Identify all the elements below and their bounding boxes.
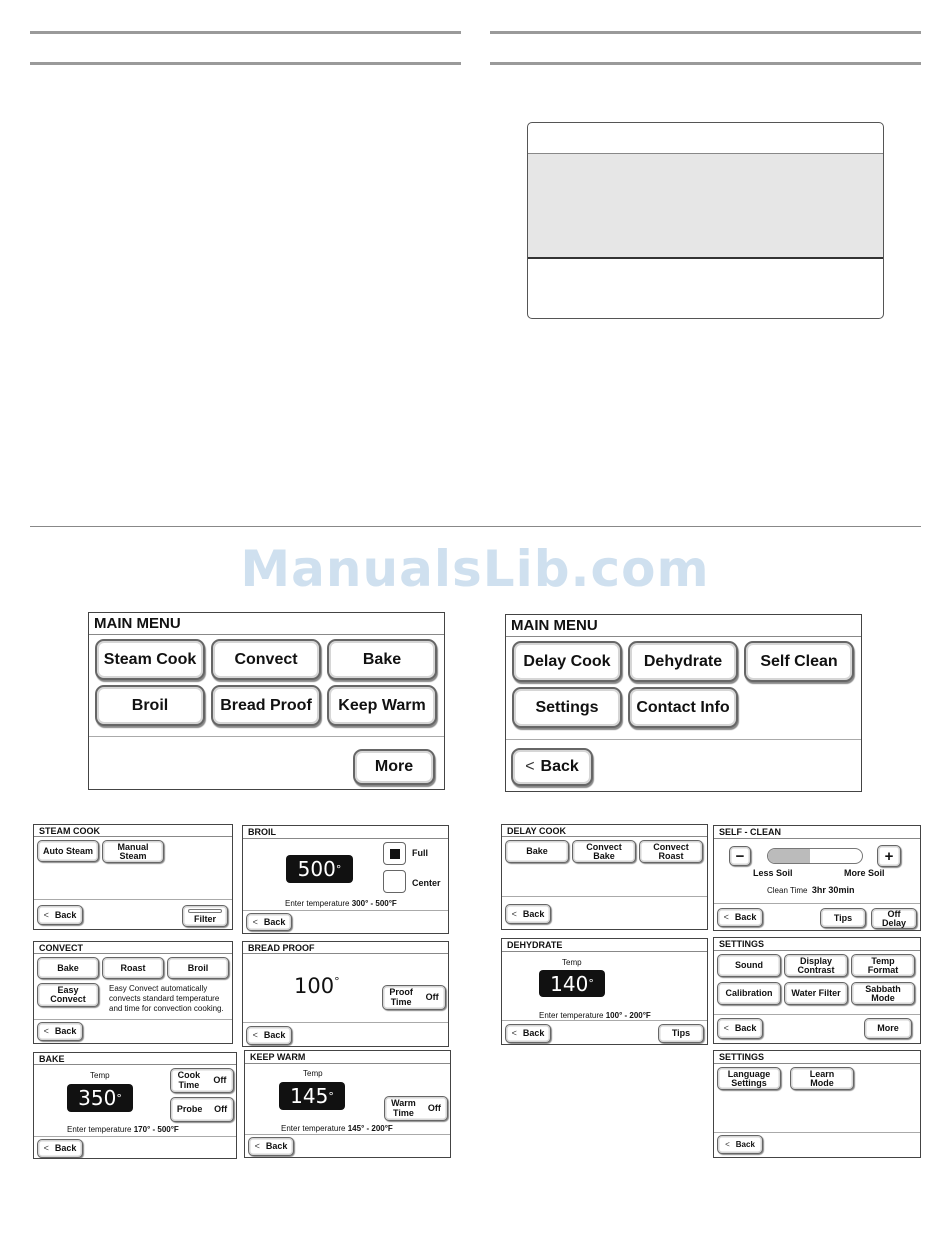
section-rule-top-left bbox=[30, 31, 461, 34]
back-button[interactable]: < Back bbox=[37, 1022, 83, 1041]
convect-button[interactable]: Convect bbox=[211, 639, 321, 680]
panel-title: BREAD PROOF bbox=[243, 942, 448, 954]
temperature-display[interactable]: 140 ° bbox=[539, 970, 605, 997]
steam-cook-panel bbox=[33, 824, 233, 930]
chevron-left-icon: < bbox=[252, 916, 258, 927]
settings-panel-1 bbox=[713, 937, 921, 1044]
auto-steam-button[interactable]: Auto Steam bbox=[37, 840, 99, 862]
keep-warm-button[interactable]: Keep Warm bbox=[327, 685, 437, 726]
chevron-left-icon: < bbox=[511, 1028, 517, 1038]
chevron-left-icon: < bbox=[43, 1143, 49, 1153]
delay-cook-panel bbox=[501, 824, 708, 930]
checked-indicator bbox=[390, 849, 400, 859]
panel-footer-divider bbox=[34, 899, 232, 900]
chevron-left-icon: < bbox=[723, 1023, 729, 1033]
back-button[interactable]: < Back bbox=[37, 905, 83, 925]
chevron-left-icon: < bbox=[725, 1139, 730, 1149]
center-checkbox[interactable] bbox=[383, 870, 406, 893]
panel-footer-divider bbox=[502, 1020, 707, 1021]
temp-label: Temp bbox=[562, 958, 582, 967]
chevron-left-icon: < bbox=[525, 758, 535, 775]
back-button[interactable]: < Back bbox=[717, 908, 763, 927]
delay-cook-button[interactable]: Delay Cook bbox=[512, 641, 622, 682]
less-soil-label: Less Soil bbox=[753, 868, 793, 878]
sound-button[interactable]: Sound bbox=[717, 954, 781, 977]
cook-time-button[interactable]: Cook Time Off bbox=[170, 1068, 234, 1093]
panel-footer-divider bbox=[34, 1019, 232, 1020]
settings-panel-2 bbox=[713, 1050, 921, 1158]
broil-panel bbox=[242, 825, 449, 934]
info-box bbox=[527, 122, 884, 319]
section-rule-top-right-2 bbox=[490, 62, 921, 65]
panel-footer-divider bbox=[714, 1014, 920, 1015]
proof-time-button[interactable]: Proof Time Off bbox=[382, 985, 446, 1010]
panel-title: SETTINGS bbox=[714, 938, 920, 951]
more-button[interactable]: More bbox=[353, 749, 435, 785]
temp-label: Temp bbox=[90, 1071, 110, 1080]
display-contrast-button[interactable]: Display Contrast bbox=[784, 954, 848, 977]
back-button[interactable]: < Back bbox=[246, 913, 292, 931]
back-button[interactable]: < Back bbox=[37, 1139, 83, 1158]
temperature-hint: Enter temperature 145° - 200°F bbox=[281, 1124, 393, 1133]
panel-title: SETTINGS bbox=[714, 1051, 920, 1064]
chevron-left-icon: < bbox=[252, 1030, 258, 1040]
panel-title: DELAY COOK bbox=[502, 825, 707, 837]
info-box-shaded-band bbox=[528, 153, 883, 259]
panel-title: BAKE bbox=[34, 1053, 236, 1065]
chevron-left-icon: < bbox=[43, 1026, 49, 1036]
bread-proof-button[interactable]: Bread Proof bbox=[211, 685, 321, 726]
bake-panel bbox=[33, 1052, 237, 1159]
panel-footer-divider bbox=[502, 896, 707, 897]
off-delay-button[interactable]: Off Delay bbox=[871, 908, 917, 929]
panel-title: STEAM COOK bbox=[34, 825, 232, 837]
calibration-button[interactable]: Calibration bbox=[717, 982, 781, 1005]
panel-footer-divider bbox=[243, 1022, 448, 1023]
section-divider bbox=[30, 526, 921, 527]
full-label: Full bbox=[412, 848, 428, 858]
convect-bake-button[interactable]: Bake bbox=[37, 957, 99, 979]
self-clean-button[interactable]: Self Clean bbox=[744, 641, 854, 682]
bread-proof-panel bbox=[242, 941, 449, 1047]
panel-title: MAIN MENU bbox=[89, 613, 444, 635]
panel-title: SELF - CLEAN bbox=[714, 826, 920, 839]
water-filter-button[interactable]: Water Filter bbox=[784, 982, 848, 1005]
panel-footer-divider bbox=[245, 1134, 450, 1135]
full-checkbox[interactable] bbox=[383, 842, 406, 865]
keep-warm-panel bbox=[244, 1050, 451, 1158]
convect-panel bbox=[33, 941, 233, 1044]
main-menu-panel-1 bbox=[88, 612, 445, 790]
back-button[interactable]: < Back bbox=[511, 748, 593, 786]
soil-level-slider[interactable] bbox=[767, 848, 863, 864]
easy-convect-description: Easy Convect automatically convects standard temperature and time for convection cooking. bbox=[109, 984, 224, 1013]
manual-steam-button[interactable]: Manual Steam bbox=[102, 840, 164, 863]
temperature-hint: Enter temperature 170° - 500°F bbox=[67, 1125, 179, 1134]
probe-button[interactable]: Probe Off bbox=[170, 1097, 234, 1122]
steam-cook-button[interactable]: Steam Cook bbox=[95, 639, 205, 680]
back-button[interactable]: < Back bbox=[717, 1018, 763, 1039]
delay-convect-roast-button[interactable]: Convect Roast bbox=[639, 840, 703, 863]
temp-format-button[interactable]: Temp Format bbox=[851, 954, 915, 977]
self-clean-panel bbox=[713, 825, 921, 931]
back-button[interactable]: < Back bbox=[505, 1024, 551, 1043]
center-label: Center bbox=[412, 878, 441, 888]
temperature-hint: Enter temperature 100° - 200°F bbox=[539, 1011, 651, 1020]
panel-footer-divider bbox=[714, 1132, 920, 1133]
minus-button[interactable]: − bbox=[729, 846, 751, 866]
temperature-display[interactable]: 500 ° bbox=[286, 855, 353, 883]
panel-title: DEHYDRATE bbox=[502, 939, 707, 952]
more-button[interactable]: More bbox=[864, 1018, 912, 1039]
soil-level-fill bbox=[768, 849, 810, 863]
contact-info-button[interactable]: Contact Info bbox=[628, 687, 738, 728]
tips-button[interactable]: Tips bbox=[820, 908, 866, 928]
temperature-display[interactable]: 350 ° bbox=[67, 1084, 133, 1112]
easy-convect-button[interactable]: Easy Convect bbox=[37, 983, 99, 1007]
panel-title: KEEP WARM bbox=[245, 1051, 450, 1064]
temperature-hint: Enter temperature 300° - 500°F bbox=[285, 899, 397, 908]
tips-button[interactable]: Tips bbox=[658, 1024, 704, 1043]
main-menu-panel-2 bbox=[505, 614, 862, 792]
chevron-left-icon: < bbox=[43, 909, 49, 920]
back-button[interactable]: < Back bbox=[248, 1137, 294, 1156]
dehydrate-panel bbox=[501, 938, 708, 1045]
filter-indicator bbox=[188, 909, 222, 913]
panel-title: MAIN MENU bbox=[506, 615, 861, 637]
section-rule-top-left-2 bbox=[30, 62, 461, 65]
chevron-left-icon: < bbox=[723, 912, 729, 922]
panel-footer-divider bbox=[89, 736, 444, 737]
panel-footer-divider bbox=[34, 1136, 236, 1137]
back-button[interactable]: < Back bbox=[717, 1135, 763, 1154]
panel-footer-divider bbox=[506, 739, 861, 740]
convect-broil-button[interactable]: Broil bbox=[167, 957, 229, 979]
settings-button[interactable]: Settings bbox=[512, 687, 622, 728]
chevron-left-icon: < bbox=[511, 908, 517, 919]
broil-button[interactable]: Broil bbox=[95, 685, 205, 726]
warm-time-button[interactable]: Warm Time Off bbox=[384, 1096, 448, 1121]
panel-title: CONVECT bbox=[34, 942, 232, 954]
panel-footer-divider bbox=[243, 910, 448, 911]
back-button[interactable]: < Back bbox=[505, 904, 551, 924]
filter-button[interactable]: Filter bbox=[182, 905, 228, 927]
language-settings-button[interactable]: Language Settings bbox=[717, 1067, 781, 1090]
plus-button[interactable]: + bbox=[877, 845, 901, 867]
more-soil-label: More Soil bbox=[844, 868, 885, 878]
sabbath-mode-button[interactable]: Sabbath Mode bbox=[851, 982, 915, 1005]
back-button[interactable]: < Back bbox=[246, 1026, 292, 1045]
learn-mode-button[interactable]: Learn Mode bbox=[790, 1067, 854, 1090]
delay-convect-bake-button[interactable]: Convect Bake bbox=[572, 840, 636, 863]
dehydrate-button[interactable]: Dehydrate bbox=[628, 641, 738, 682]
chevron-left-icon: < bbox=[254, 1141, 260, 1151]
convect-roast-button[interactable]: Roast bbox=[102, 957, 164, 979]
temperature-value: 100° bbox=[294, 974, 340, 998]
panel-footer-divider bbox=[714, 903, 920, 904]
section-rule-top-right bbox=[490, 31, 921, 34]
watermark: ManualsLib.com bbox=[240, 540, 710, 598]
delay-bake-button[interactable]: Bake bbox=[505, 840, 569, 863]
temp-label: Temp bbox=[303, 1069, 323, 1078]
bake-button[interactable]: Bake bbox=[327, 639, 437, 680]
panel-title: BROIL bbox=[243, 826, 448, 839]
temperature-display[interactable]: 145 ° bbox=[279, 1082, 345, 1110]
clean-time: Clean Time 3hr 30min bbox=[767, 885, 855, 895]
